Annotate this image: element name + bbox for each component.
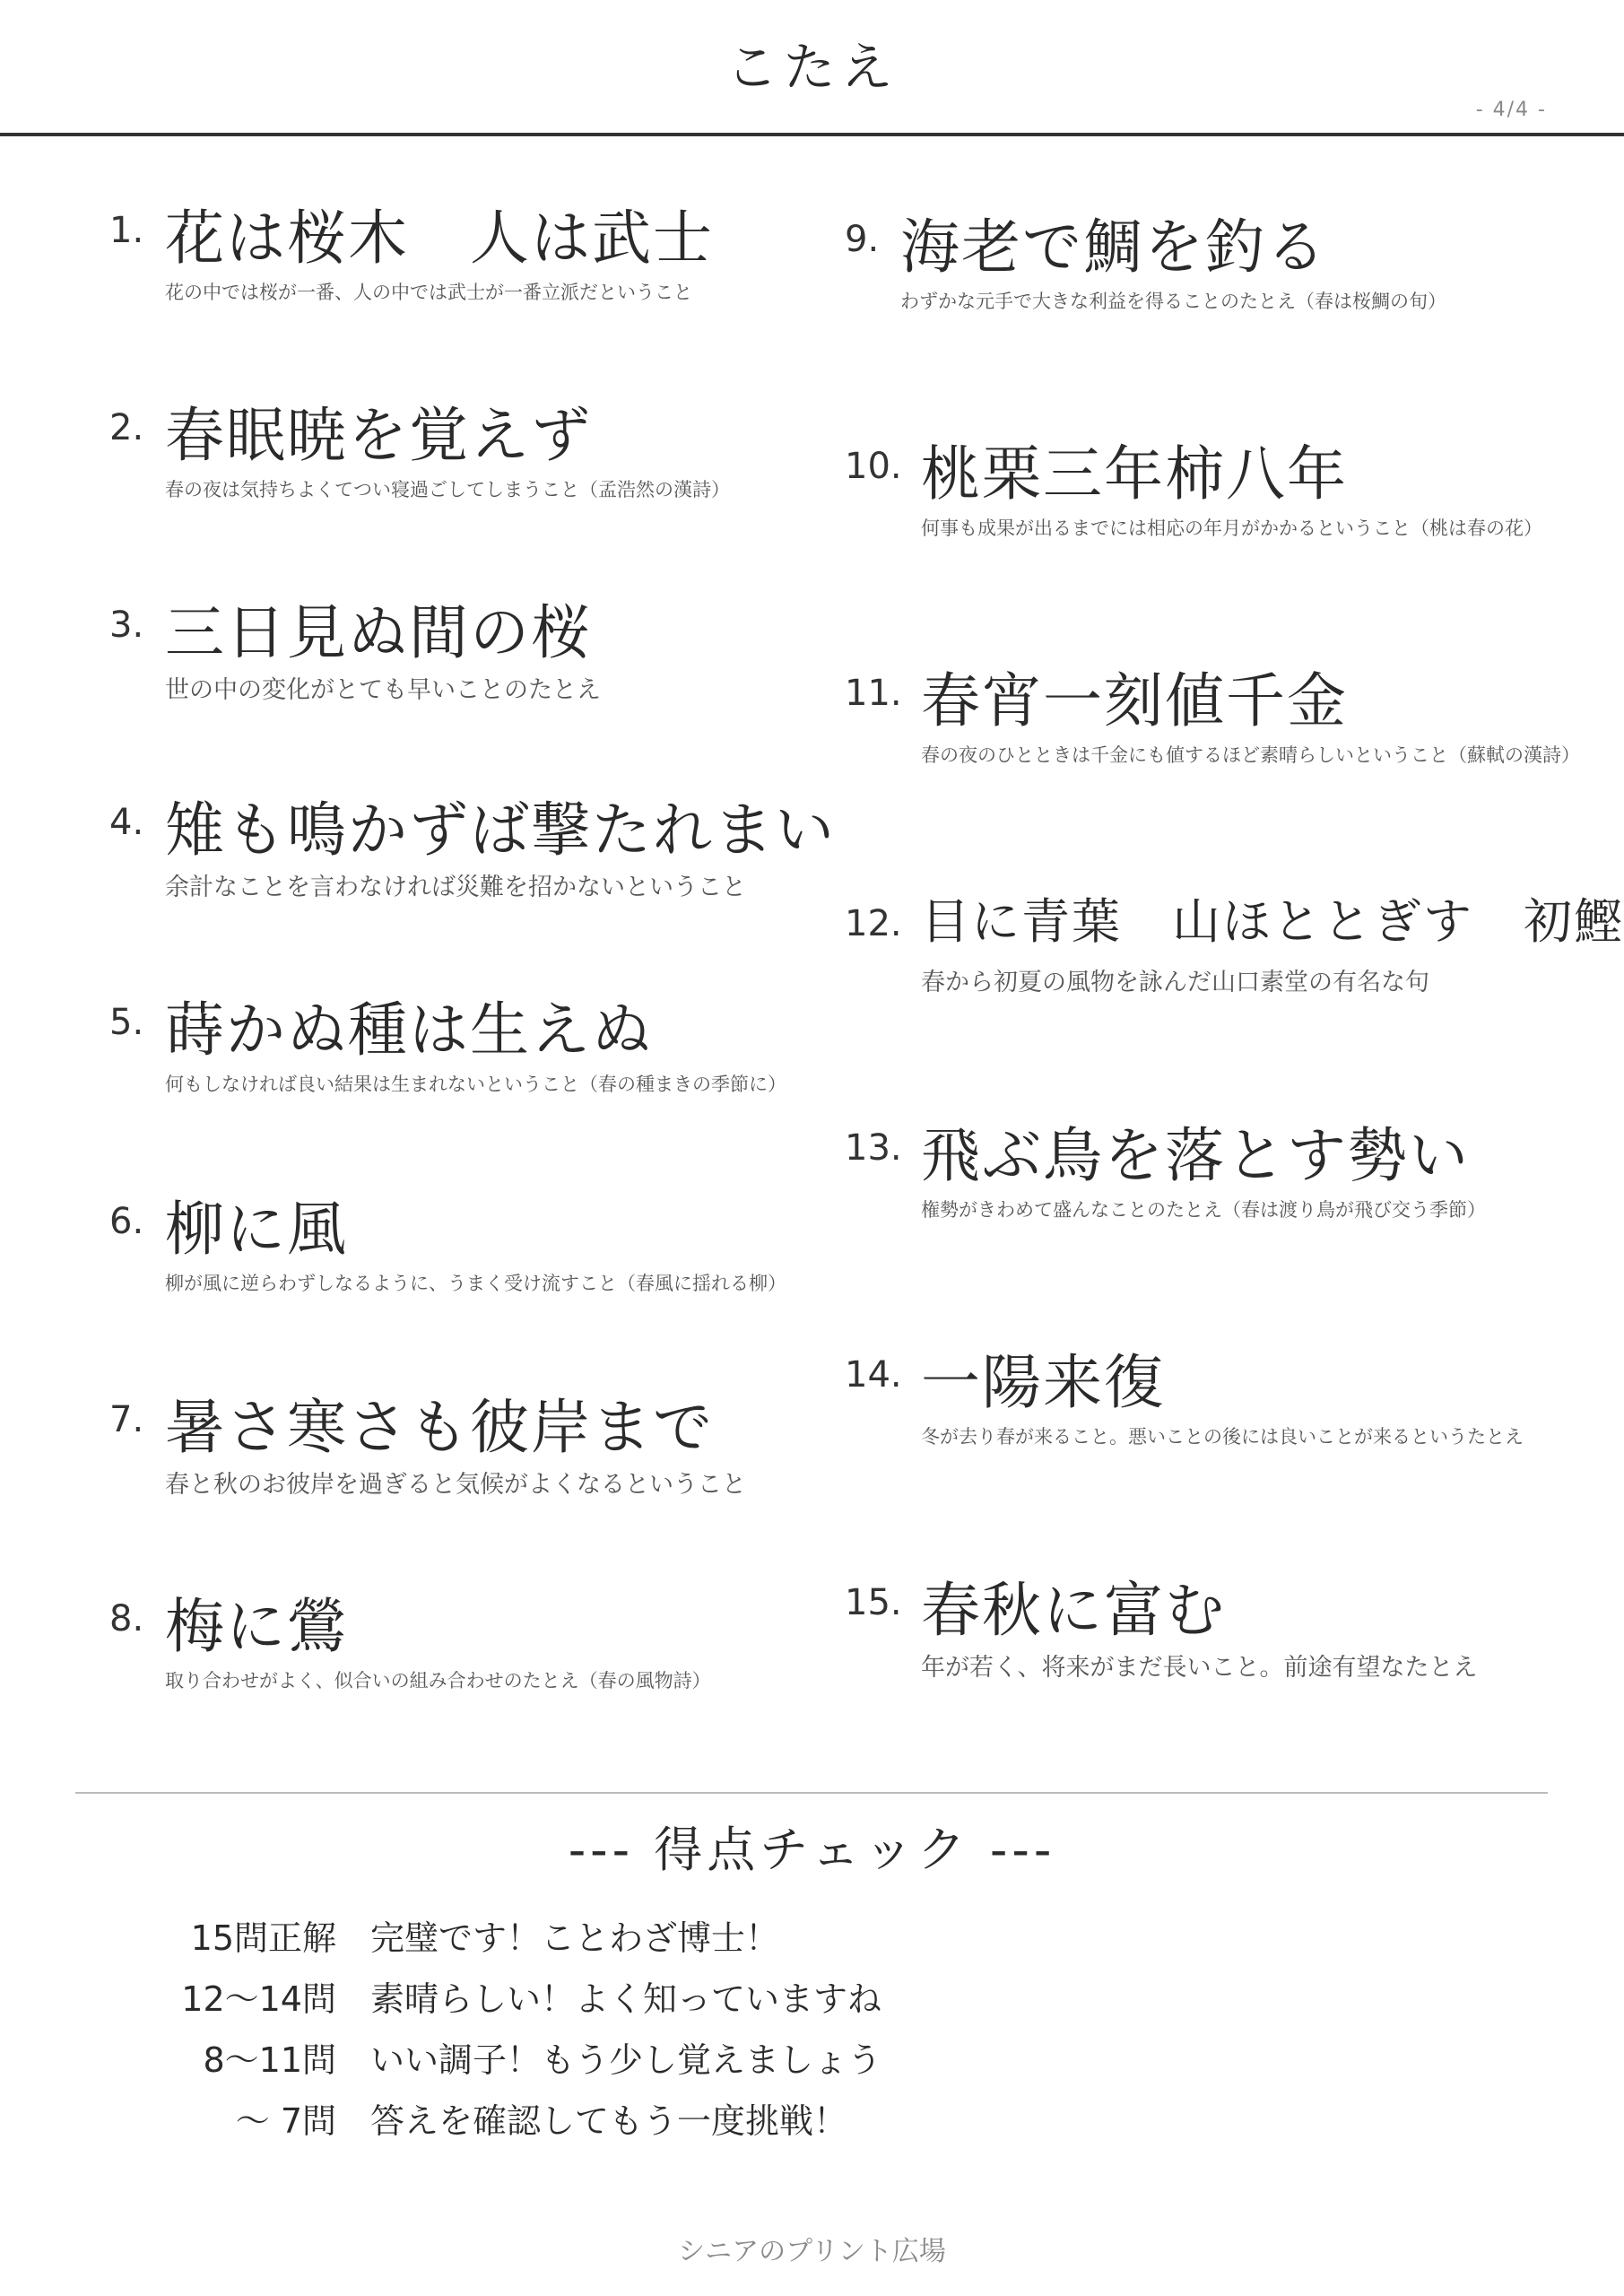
score-range: 12〜14問	[181, 1979, 336, 2019]
answer-number: 10.	[845, 446, 902, 487]
answer-number: 8.	[109, 1598, 144, 1639]
score-comment: 素晴らしい！よく知っていますね	[370, 1979, 882, 2019]
answer-proverb: 柳に風	[165, 1195, 348, 1264]
answer-number: 15.	[845, 1582, 902, 1623]
footer-credit: シニアのプリント広場	[678, 2236, 946, 2267]
score-row	[157, 2093, 847, 2143]
answer-number: 2.	[109, 407, 144, 448]
answer-number: 11.	[845, 673, 902, 714]
answer-proverb: 桃栗三年柿八年	[921, 439, 1348, 509]
answer-number: 5.	[109, 1002, 144, 1043]
score-range: 〜 7問	[235, 2101, 336, 2141]
score-comment: 答えを確認してもう一度挑戦！	[370, 2101, 848, 2141]
answer-explanation: 花の中では桜が一番、人の中では武士が一番立派だということ	[165, 282, 692, 303]
score-check-title: --- 得点チェック ---	[568, 1822, 1056, 1878]
answer-number: 9.	[845, 219, 880, 260]
answer-proverb: 目に青葉 山ほととぎす 初鰹	[921, 893, 1624, 950]
answer-proverb: 春秋に富む	[921, 1576, 1226, 1645]
answer-explanation: 何事も成果が出るまでには相応の年月がかかるということ（桃は春の花）	[921, 517, 1542, 539]
answer-proverb: 雉も鳴かずば撃たれまい	[165, 796, 836, 865]
answer-explanation: 取り合わせがよく、似合いの組み合わせのたとえ（春の風物詩）	[165, 1670, 711, 1692]
answer-number: 14.	[845, 1354, 902, 1396]
page-title: こたえ	[725, 37, 899, 98]
answer-explanation: 世の中の変化がとても早いことのたとえ	[165, 676, 601, 704]
section-divider	[75, 1792, 1548, 1794]
answer-explanation: 年が若く、将来がまだ長いこと。前途有望なたとえ	[921, 1654, 1478, 1682]
answer-number: 3.	[109, 604, 144, 646]
answer-explanation: 春と秋のお彼岸を過ぎると気候がよくなるということ	[165, 1471, 746, 1499]
answer-number: 1.	[109, 210, 144, 251]
answer-proverb: 暑さ寒さも彼岸まで	[165, 1393, 714, 1462]
answer-proverb: 蒔かぬ種は生えぬ	[165, 996, 653, 1065]
score-row	[157, 2032, 881, 2082]
answer-proverb: 春眠暁を覚えず	[165, 401, 592, 470]
answer-proverb: 梅に鶯	[165, 1592, 348, 1661]
answer-proverb: 一陽来復	[921, 1348, 1165, 1417]
answer-explanation: 何もしなければ良い結果は生まれないということ（春の種まきの季節に）	[165, 1074, 786, 1095]
answer-proverb: 花は桜木 人は武士	[165, 204, 714, 273]
answer-explanation: 権勢がきわめて盛んなことのたとえ（春は渡り鳥が飛び交う季節）	[921, 1199, 1486, 1221]
page-indicator: - 4/4 -	[1475, 99, 1547, 121]
answer-number: 7.	[109, 1399, 144, 1440]
answer-number: 4.	[109, 802, 144, 843]
score-row	[157, 1971, 881, 2021]
answer-explanation: わずかな元手で大きな利益を得ることのたとえ（春は桜鯛の旬）	[900, 291, 1446, 312]
score-range: 15問正解	[190, 1918, 336, 1958]
answer-explanation: 柳が風に逆らわずしなるように、うまく受け流すこと（春風に揺れる柳）	[165, 1273, 786, 1294]
answer-number: 13.	[845, 1127, 902, 1169]
answer-proverb: 春宵一刻値千金	[921, 666, 1348, 735]
score-comment: 完璧です！ことわざ博士！	[370, 1918, 780, 1958]
header-divider	[0, 133, 1624, 136]
answer-proverb: 三日見ぬ間の桜	[165, 598, 592, 667]
answer-explanation: 春の夜のひとときは千金にも値するほど素晴らしいということ（蘇軾の漢詩）	[921, 744, 1580, 766]
answer-explanation: 春から初夏の風物を詠んだ山口素堂の有名な句	[921, 969, 1429, 996]
score-comment: いい調子！もう少し覚えましょう	[370, 2040, 882, 2080]
answer-explanation: 春の夜は気持ちよくてつい寝過ごしてしまうこと（孟浩然の漢詩）	[165, 479, 730, 500]
score-range: 8〜11問	[203, 2040, 336, 2080]
answer-proverb: 海老で鯛を釣る	[900, 213, 1327, 282]
answer-explanation: 冬が去り春が来ること。悪いことの後には良いことが来るというたとえ	[921, 1426, 1524, 1448]
answer-number: 12.	[845, 903, 902, 944]
score-row	[157, 1910, 779, 1960]
answer-explanation: 余計なことを言わなければ災難を招かないということ	[165, 874, 746, 901]
answer-number: 6.	[109, 1201, 144, 1242]
answer-proverb: 飛ぶ鳥を落とす勢い	[921, 1121, 1470, 1190]
